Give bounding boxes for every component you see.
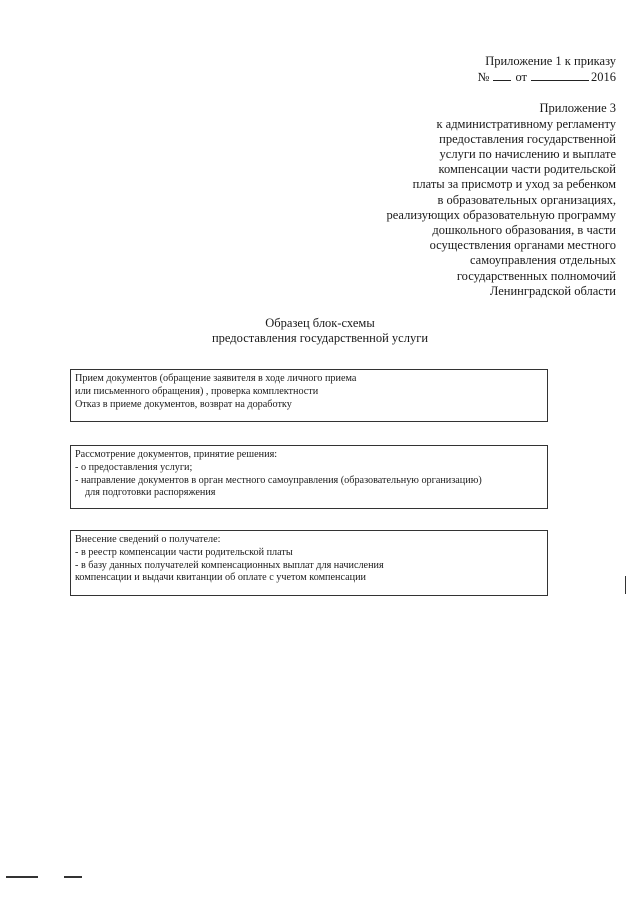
appendix3-line-7: реализующих образовательную программу xyxy=(386,207,616,222)
appendix3-line-6: в образовательных организациях, xyxy=(437,192,616,207)
appendix3-line-4: компенсации части родительской xyxy=(438,162,616,177)
appendix3-line-0: Приложение 3 xyxy=(539,101,616,116)
box1-line-0: Прием документов (обращение заявителя в ходе личного приема xyxy=(75,373,357,384)
box1-line-2: Отказ в приеме документов, возврат на доработку xyxy=(75,398,292,410)
appendix3-line-1: к административному регламенту xyxy=(436,116,616,131)
order-number-line xyxy=(296,69,616,85)
box3-line-1: - в реестр компенсации части родительской платы xyxy=(75,546,293,558)
order-from-label: от xyxy=(515,70,527,85)
box1-line-1: или письменного обращения) , проверка комплектности xyxy=(75,385,319,397)
box3-line-0: Внесение сведений о получателе: xyxy=(75,534,221,545)
appendix3-line-11: государственных полномочий xyxy=(456,268,616,283)
scan-mark-right xyxy=(625,576,626,594)
appendix3-line-2: предоставления государственной xyxy=(439,131,616,146)
order-date-blank xyxy=(531,69,589,81)
box3-line-2: - в базу данных получателей компенсационных выплат для начисления xyxy=(75,559,384,571)
document-header xyxy=(296,54,616,299)
box2-line-2: - направление документов в орган местного самоуправления (образовательную организацию) xyxy=(75,474,482,486)
scheme-title-line-1: Образец блок-схемы xyxy=(265,316,375,330)
appendix3-line-5: платы за присмотр и уход за ребенком xyxy=(412,177,616,192)
order-number-sign: № xyxy=(477,70,490,85)
box2-line-1: - о предоставления услуги; xyxy=(75,461,193,473)
scan-mark-bottom-left-1 xyxy=(6,876,38,878)
step-box-recipient-data xyxy=(70,530,548,596)
box2-line-0: Рассмотрение документов, принятие решения: xyxy=(75,449,278,460)
appendix-order-line: Приложение 1 к приказу xyxy=(485,54,616,68)
step-box-document-intake xyxy=(70,369,548,422)
scheme-title-line-2: предоставления государственной услуги xyxy=(211,331,429,345)
scheme-title xyxy=(0,316,640,346)
order-year: 2016 xyxy=(591,70,616,85)
appendix3-line-12: Ленинградской области xyxy=(489,283,616,298)
appendix3-line-8: дошкольного образования, в части xyxy=(432,223,616,238)
appendix3-line-3: услуги по начислению и выплате xyxy=(439,147,616,162)
step-box-document-review xyxy=(70,445,548,509)
scan-mark-bottom-left-2 xyxy=(64,876,82,878)
box2-line-3: для подготовки распоряжения xyxy=(85,487,216,499)
order-number-blank xyxy=(493,69,511,81)
appendix3-line-10: самоуправления отдельных xyxy=(469,253,616,268)
appendix3-line-9: осуществления органами местного xyxy=(429,238,616,253)
box3-line-3: компенсации и выдачи квитанции об оплате с учетом компенсации xyxy=(75,572,366,584)
